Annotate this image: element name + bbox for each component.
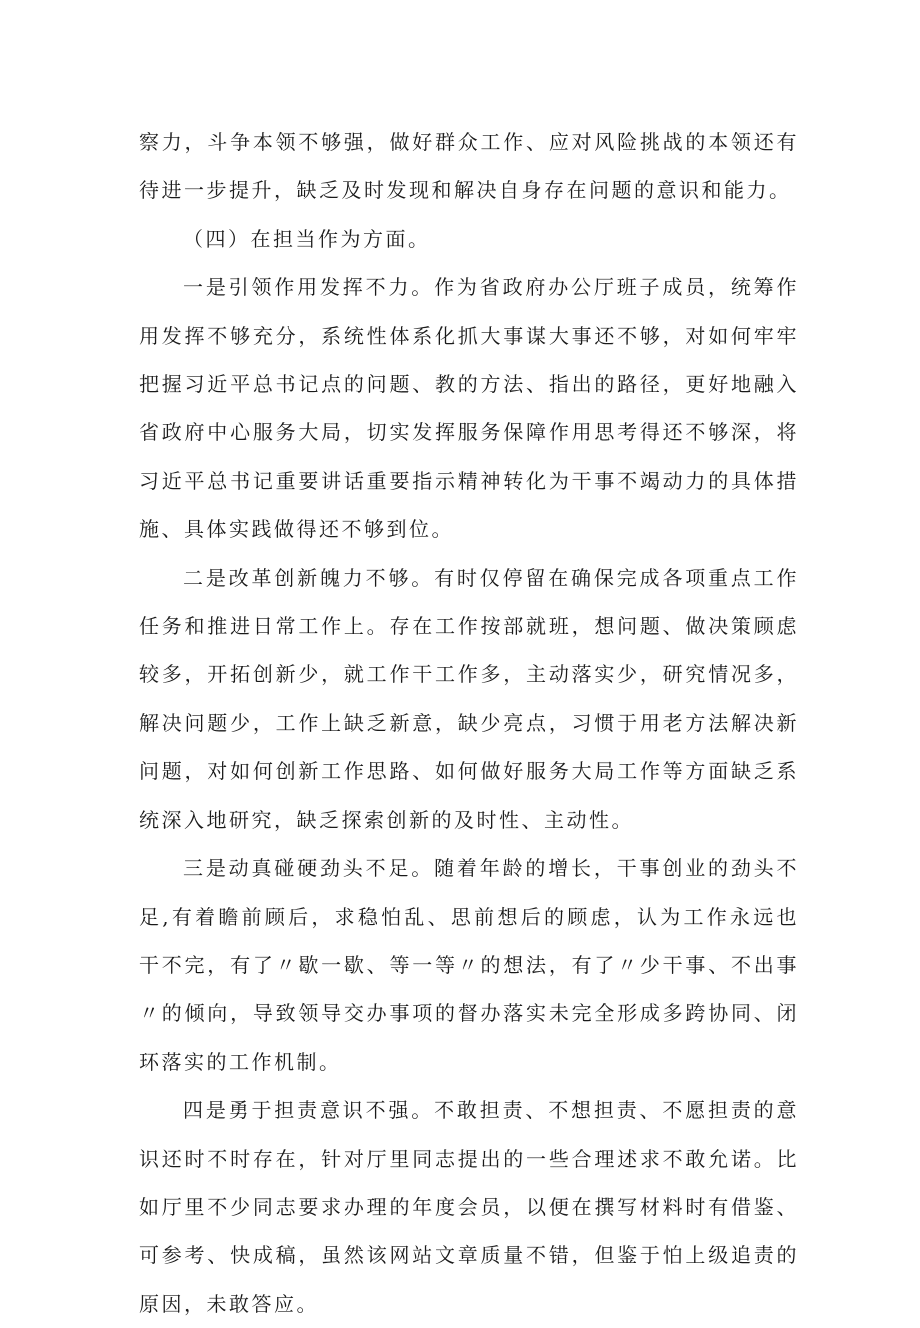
paragraph-continuation: 察力，斗争本领不够强，做好群众工作、应对风险挑战的本领还有待进一步提升，缺乏及时发现和解决自身存在问题的意识和能力。 — [139, 130, 799, 203]
paragraph-3: 三是动真碰硬劲头不足。随着年龄的增长，干事创业的劲头不足,有着瞻前顾后，求稳怕乱、思前想后的顾虑，认为工作永远也干不完，有了〃歇一歇、等一等〃的想法，有了〃少干事、不出事〃的倾向，导致领导交办事项的督办落实未完全形成多跨协同、闭环落实的工作机制。 — [139, 856, 799, 1074]
paragraph-2: 二是改革创新魄力不够。有时仅停留在确保完成各项重点工作任务和推进日常工作上。存在工作按部就班，想问题、做决策顾虑较多，开拓创新少，就工作干工作多，主动落实少，研究情况多，解决问题少，工作上缺乏新意，缺少亮点，习惯于用老方法解决新问题，对如何创新工作思路、如何做好服务大局工作等方面缺乏系统深入地研究，缺乏探索创新的及时性、主动性。 — [139, 565, 799, 832]
document-body — [139, 118, 799, 1328]
paragraph-4: 四是勇于担责意识不强。不敢担责、不想担责、不愿担责的意识还时不时存在，针对厅里同志提出的一些合理述求不敢允诺。比如厅里不少同志要求办理的年度会员，以便在撰写材料时有借鉴、可参考、快成稿，虽然该网站文章质量不错，但鉴于怕上级追责的原因，未敢答应。 — [139, 1098, 799, 1316]
paragraph-1: 一是引领作用发挥不力。作为省政府办公厅班子成员，统筹作用发挥不够充分，系统性体系化抓大事谋大事还不够，对如何牢牢把握习近平总书记点的问题、教的方法、指出的路径，更好地融入省政府中心服务大局，切实发挥服务保障作用思考得还不够深，将习近平总书记重要讲话重要指示精神转化为干事不竭动力的具体措施、具体实践做得还不够到位。 — [139, 275, 799, 542]
section-heading: （四）在担当作为方面。 — [183, 226, 431, 251]
